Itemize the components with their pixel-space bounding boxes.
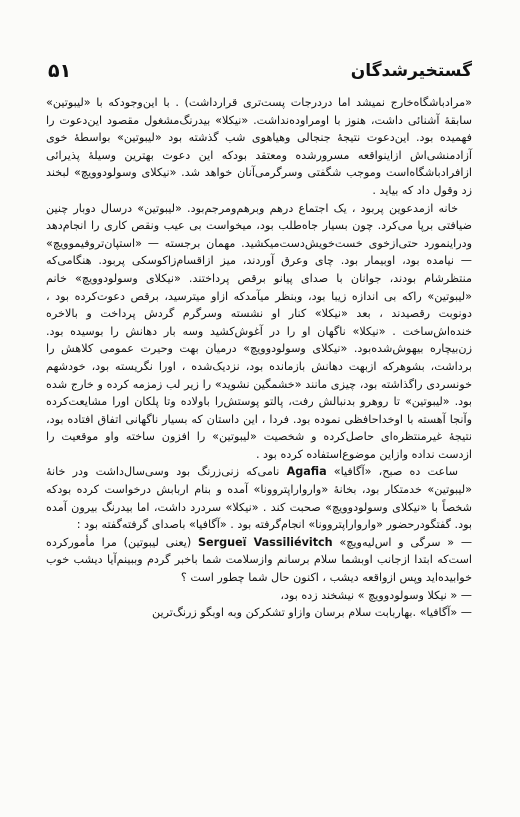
running-title: گستخیرشدگان xyxy=(350,61,472,81)
dialogue-line-1: — « سرگی و اس‌لیه‌ویچ» Sergueï Vassiliévitch (یعنی لیبوتین) مرا مأمورکرده است‌که ابتدا ازجانب اوبشما سلام برسانم وازسلامت شما باخبر گردم وببینم‌آیا دیشب خوب خوابیده‌اید وپس ازواقعه دیشب ، اکنون حال شما چطور است ؟ xyxy=(46,535,473,585)
page-number: ۵۱ xyxy=(48,60,72,82)
body-text xyxy=(46,94,472,622)
dialogue-line-3: — «آگافیا» .بهاربابت سلام برسان وازاو تشکرکن وبه اوبگو زرنگ‌ترین xyxy=(151,606,472,620)
paragraph-1: «مرادباشگاه‌خارج نمیشد اما دردرجات پست‌تری قرارداشت) . با این‌وجودکه با «لیبوتین» سابقهٔ آشنائی داشت، هنوز با اومراوده‌نداشت. «نیکلا» بیدرنگ‌مشغول مقصود این‌دعوت را فهمیده بود. این‌دعوت نتیجهٔ جنجالی وهیاهوی شب گذشته بود «لیبوتین» بواسطهٔ خوی آزادمنشی‌اش ازاینواقعه مسرورشده ومعتقد بودکه این دعوت بهترین وسیلهٔ پذیرائی ازافرادباشگاه‌است وموجب شگفتی وسرگرمی‌آنان خواهد شد. «نیکلای وسولودوویچ» لبخند زد وقول داد که بیاید . xyxy=(46,96,472,197)
latin-name: Sergueï Vassiliévitch xyxy=(197,535,333,549)
latin-name: Agafia xyxy=(286,465,327,479)
paragraph-2: خانه ازمدعوین پربود ، یک اجتماع درهم وبرهم‌ومرجم‌بود. «لیبوتین» درسال دوبار چنین ضیافتی برپا می‌کرد. چون بسیار جاه‌طلب بود، میخواست بی عیب ونقص کاری را انجام‌دهد ودراینمورد حتی‌ازخوی خست‌خویش‌دست‌میکشید. مهمان برجسته — «استپان‌تروفیموویچ» — نیامده بود، اوبیمار بود. چای وعرق آوردند، میز ازاقسام‌زاکوسکی پربود. هنگامی‌که منتظرشام بودند، جوانان با صدای پیانو برقص پرداختند. «نیکلای وسولودوویچ» خانم «لیبوتین» راکه بی اندازه زیبا بود، وبنظر میآمدکه ازاو میترسید، برقص دعوت‌کرده بود ، دونوبت رقصیدند ، بعد «نیکلا» کنار او نشسته وسرگرم گردش پرداخت و بالاخره خنده‌اش‌ساخت . «نیکلا» ناگهان او را در آغوش‌کشید وسه بار دهانش را بوسیده بود. زن‌بیچاره بیهوش‌شده‌بود. «نیکلای وسولودوویچ» درمیان بهت وحیرت عمومی کلاهش را برداشت، بشوهرکه ازبهت دهانش بازمانده بود، نزدیک‌شده ، اورا نگریسته بود، خودشهم خونسردی راگذاشته بود، چیزی مانند «خشمگین نشوید» را زیر لب زمزمه کرده و خارج شده بود. «لیبوتین» تا روهرو بدنبالش رفت، پالتو پوستش‌را باولاده وتا پلکان اورا مشایعت‌کرده وآنجا آهسته با اوخداحافظی نموده بود. فردا ، این داستان که بسیار ناگهانی اتفاق افتاده بود، نتیجهٔ غیرمنتظره‌ای حاصل‌کرده و شخصیت «لیبوتین» را افزون ساخته واو موقعیت را ازدست نداده وازاین موضوع‌استفاده کرده بود . xyxy=(46,201,472,461)
page-header xyxy=(48,58,472,84)
dialogue-line-2: — « نیکلا وسولودوویچ » نیشخند زده بود، xyxy=(280,588,472,602)
paragraph-3: ساعت ده صبح، «آگافیا» Agafia نامی‌که زنی‌زرنگ بود وسی‌سال‌داشت ودر خانهٔ «لیبوتین» خدمتکار بود، بخانهٔ «واروارا‌پتروونا» آمده و بنام اربابش درخواست کرده بودکه شخصاً با «نیکلای وسولودوویچ» صحبت کند . «نیکلا» سردرد داشت، اما بیدرنگ بیرون آمده بود. گفتگودرحضور «واروارا‌پتروونا» انجام‌گرفته بود . «آگافیا» باصدای گرفته‌گفته بود : xyxy=(46,465,472,532)
